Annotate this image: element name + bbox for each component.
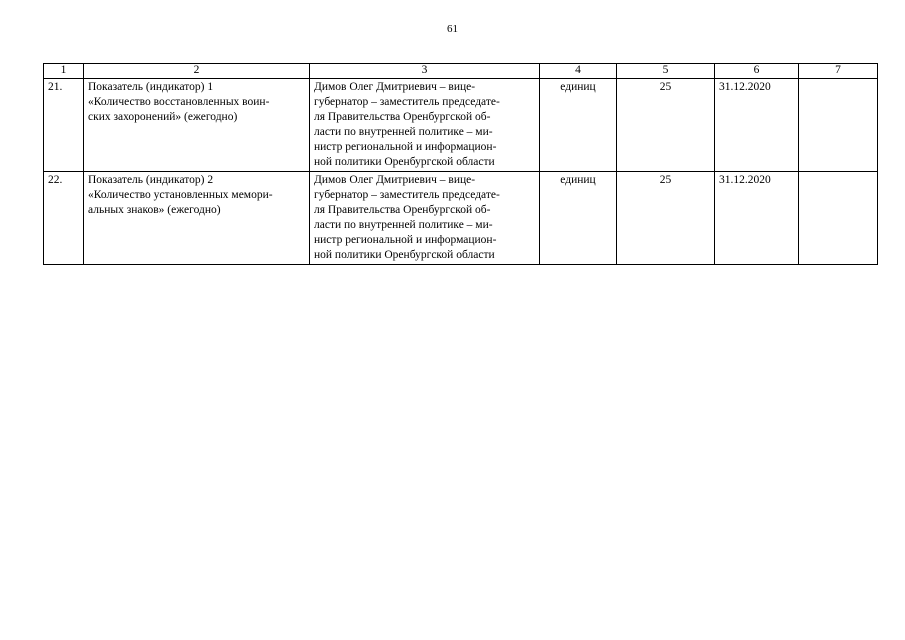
column-header: 2: [84, 64, 310, 79]
row-number: 22.: [44, 172, 84, 265]
column-header: 4: [540, 64, 617, 79]
table-row: [44, 79, 878, 172]
target-value: 25: [617, 172, 715, 265]
indicators-table: [43, 63, 878, 265]
unit-of-measure: единиц: [540, 172, 617, 265]
table-row: [44, 172, 878, 265]
row-number: 21.: [44, 79, 84, 172]
column-header: 6: [715, 64, 799, 79]
note-cell: [799, 172, 878, 265]
column-header: 5: [617, 64, 715, 79]
deadline-date: 31.12.2020: [715, 79, 799, 172]
table-header-row: [44, 64, 878, 79]
target-value: 25: [617, 79, 715, 172]
indicator-name: Показатель (индикатор) 1 «Количество восстановленных воин- ских захоронений» (ежегодно): [84, 79, 310, 172]
deadline-date: 31.12.2020: [715, 172, 799, 265]
indicator-name: Показатель (индикатор) 2 «Количество установленных мемори- альных знаков» (ежегодно): [84, 172, 310, 265]
unit-of-measure: единиц: [540, 79, 617, 172]
column-header: 1: [44, 64, 84, 79]
page-number: 61: [447, 23, 458, 35]
note-cell: [799, 79, 878, 172]
responsible-person: Димов Олег Дмитриевич – вице- губернатор – заместитель председате- ля Правительства Оренбургской об- ласти по внутренней политике – ми- нистр региональной и информацион- ной политики Оренбургской области: [310, 172, 540, 265]
responsible-person: Димов Олег Дмитриевич – вице- губернатор – заместитель председате- ля Правительства Оренбургской об- ласти по внутренней политике – ми- нистр региональной и информацион- ной политики Оренбургской области: [310, 79, 540, 172]
column-header: 3: [310, 64, 540, 79]
column-header: 7: [799, 64, 878, 79]
